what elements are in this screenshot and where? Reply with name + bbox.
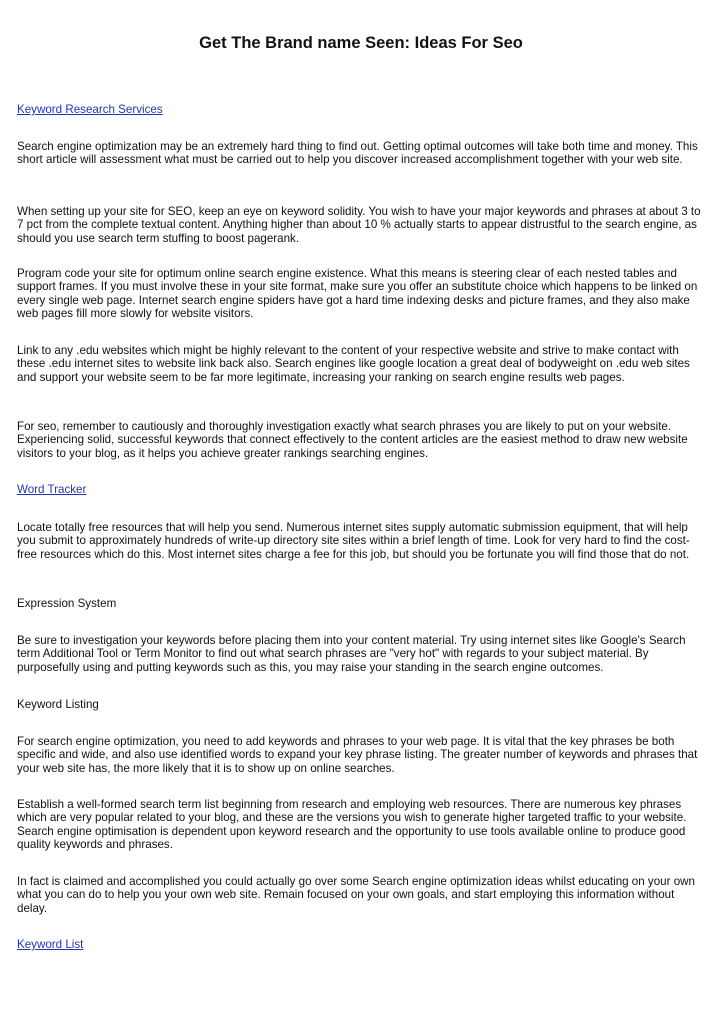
word-tracker-link[interactable]: Word Tracker [17, 483, 87, 496]
paragraph-conclusion: In fact is claimed and accomplished you could actually go over some Search engine optimization ideas whilst educating on your own what you can do to help you your own web site. Remain focused on your own goals, and start employing this information without delay. [17, 875, 695, 915]
keyword-research-link[interactable]: Keyword Research Services [17, 103, 163, 116]
keyword-list-link[interactable]: Keyword List [17, 938, 84, 951]
paragraph-search-term-list: Establish a well-formed search term list beginning from research and employing web resources. There are numerous key phrases which are very popular related to your blog, and these are the versions you wish to generate higher targeted traffic to your website. Search engine optimisation is dependent upon keyword research and the opportunity to use tools available online to produce good quality keywords and phrases. [17, 798, 687, 851]
paragraph-free-resources: Locate totally free resources that will help you send. Numerous internet sites supply automatic submission equipment, that will help you submit to approximately hundreds of write-up directory site sites within a brief length of time. Look for very hard to find the cost-free resources which do this. Most internet sites charge a fee for this job, but should you be fortunate you will find those that do not. [17, 521, 690, 561]
paragraph-frames: Program code your site for optimum online search engine existence. What this means is steering clear of each nested tables and support frames. If you must involve these in your site format, make sure you offer an substitute choice which happens to be linked on every single web page. Internet search engine spiders have got a hard time indexing desks and picture frames, and they also make web pages fill more slowly for website visitors. [17, 267, 698, 320]
page-title: Get The Brand name Seen: Ideas For Seo [199, 34, 523, 52]
heading-expression-system: Expression System [17, 597, 117, 610]
paragraph-edu-links: Link to any .edu websites which might be highly relevant to the content of your respective website and strive to make contact with these .edu internet sites to website link back also. Search engines like google location a great deal of bodyweight on .edu web sites and support your website seem to be far more legitimate, increasing your ranking on search engine results web pages. [17, 344, 690, 384]
paragraph-add-keywords: For search engine optimization, you need to add keywords and phrases to your web page. It is vital that the key phrases be both specific and wide, and also use identified words to expand your key phrase listing. The greater number of keywords and phrases that your web site has, the more likely that it is to show up on online searches. [17, 735, 698, 775]
paragraph-investigate-keywords: Be sure to investigation your keywords before placing them into your content material. Try using internet sites like Google's Search term Additional Tool or Term Monitor to find out what search phrases are "very hot" with regards to your subject material. By purposefully using and putting keywords such as this, you may raise your standing in the search engine outcomes. [17, 634, 686, 674]
heading-keyword-listing: Keyword Listing [17, 698, 99, 711]
paragraph-keyword-density: When setting up your site for SEO, keep an eye on keyword solidity. You wish to have your major keywords and phrases at about 3 to 7 pct from the complete textual content. Anything higher than about 10 % actually starts to appear distrustful to the search engine, as should you use search term stuffing to boost pagerank. [17, 205, 701, 245]
paragraph-keyword-research: For seo, remember to cautiously and thoroughly investigation exactly what search phrases you are likely to put on your website. Experiencing solid, successful keywords that connect effectively to the content articles are the easiest method to draw new website visitors to your blog, as it helps you achieve greater rankings searching engines. [17, 420, 688, 460]
paragraph-intro: Search engine optimization may be an extremely hard thing to find out. Getting optimal outcomes will take both time and money. This short article will assessment what must be carried out to help you discover increased accomplishment together with your web site. [17, 140, 698, 167]
